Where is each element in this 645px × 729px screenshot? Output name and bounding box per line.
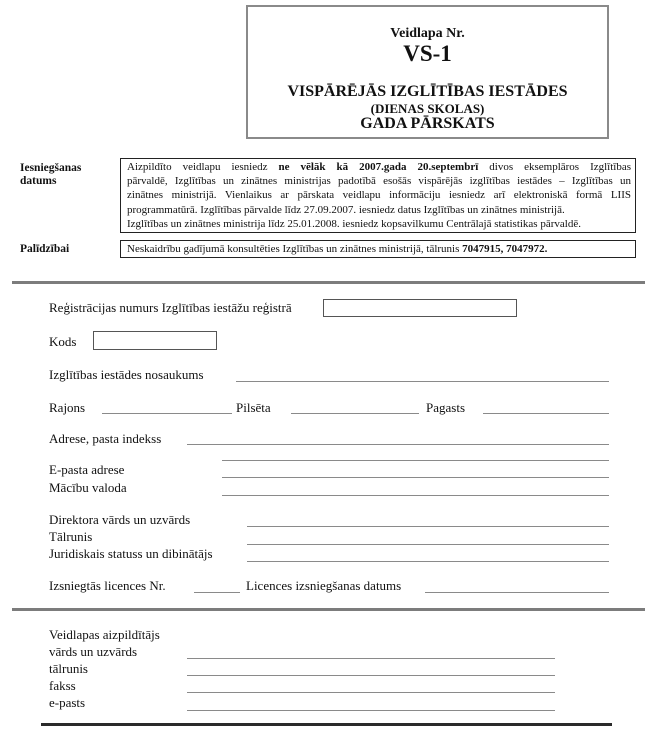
registration-number-input[interactable] <box>323 299 517 317</box>
email-field[interactable] <box>222 477 609 478</box>
submission-info-box <box>120 158 636 233</box>
help-phones: 7047915, 7047972. <box>462 243 548 255</box>
license-number-label: Izsniegtās licences Nr. <box>49 578 166 593</box>
city-label: Pilsēta <box>236 400 271 415</box>
section-divider-top <box>12 281 645 284</box>
help-text: Neskaidrību gadījumā konsultēties Izglītības un zinātnes ministrijā, tālrunis <box>127 243 460 255</box>
form-title-box <box>246 5 609 139</box>
license-number-field[interactable] <box>194 592 240 593</box>
address-field[interactable] <box>187 444 609 445</box>
form-title-line1: VISPĀRĒJĀS IZGLĪTĪBAS IESTĀDES <box>287 83 568 100</box>
filler-label: Veidlapas aizpildītājs <box>49 627 160 642</box>
email-label: E-pasta adrese <box>49 462 125 477</box>
director-field[interactable] <box>247 526 609 527</box>
city-field[interactable] <box>291 413 419 414</box>
submission-text-line3: zinātnes ministrijā. Vienlaikus ar pārskata veidlapu informāciju iesniedz arī elektroniskā formā LIIS <box>127 189 631 202</box>
language-label: Mācību valoda <box>49 480 127 495</box>
submission-text-line1: Aizpildīto veidlapu iesniedz ne vēlāk kā 2007.gada 20.septembrī divos eksemplāros Izglītības <box>127 161 632 173</box>
form-title-line3: GADA PĀRSKATS <box>360 115 495 132</box>
code-label: Kods <box>49 334 77 349</box>
filler-name-label: vārds un uzvārds <box>49 644 138 659</box>
help-info-box <box>120 240 636 258</box>
form-title-line2: (DIENAS SKOLAS) <box>370 101 485 116</box>
submission-date-label: Iesniegšanas datums <box>20 162 82 187</box>
phone-label: Tālrunis <box>49 529 93 544</box>
parish-field[interactable] <box>483 413 609 414</box>
deadline-text: ne vēlāk kā 2007.gada 20.septembrī <box>278 161 479 173</box>
form-number-label: Veidlapa Nr. <box>390 26 465 41</box>
form-code: VS-1 <box>403 41 452 66</box>
institution-name-label: Izglītības iestādes nosaukums <box>49 367 204 382</box>
submission-text-line4: programmatūrā. Izglītības pārvalde līdz 27.09.2007. iesniedz datus Izglītības un zinātnes ministrijā. <box>127 203 565 216</box>
submission-text-line2: pārvaldē, Izglītības un zinātnes ministrijas padotībā esošās vispārējās izglītības iestādes – Izglītības un <box>127 175 631 188</box>
filler-phone-label: tālrunis <box>49 661 88 676</box>
code-input[interactable] <box>93 331 217 350</box>
filler-email-label: e-pasts <box>49 695 86 710</box>
address-field-line2[interactable] <box>222 460 609 461</box>
director-label: Direktora vārds un uzvārds <box>49 512 191 527</box>
license-date-label: Licences izsniegšanas datums <box>246 578 402 593</box>
submission-text-line5: Izglītības un zinātnes ministrija līdz 25.01.2008. iesniedz kopsavilkumu Centrālajā statistikas pārvaldē. <box>127 217 581 230</box>
filler-name-field[interactable] <box>187 658 555 659</box>
filler-phone-field[interactable] <box>187 675 555 676</box>
parish-label: Pagasts <box>426 400 465 415</box>
legal-status-field[interactable] <box>247 561 609 562</box>
filler-email-field[interactable] <box>187 710 555 711</box>
phone-field[interactable] <box>247 544 609 545</box>
help-label: Palīdzībai <box>20 243 70 255</box>
district-label: Rajons <box>49 400 86 415</box>
section-divider-middle <box>12 608 645 611</box>
legal-status-label: Juridiskais statuss un dibinātājs <box>49 546 213 561</box>
filler-fax-label: fakss <box>49 678 76 693</box>
registration-number-label: Reģistrācijas numurs Izglītības iestāžu reģistrā <box>49 300 292 315</box>
license-date-field[interactable] <box>425 592 609 593</box>
section-divider-bottom <box>41 723 612 726</box>
address-label: Adrese, pasta indekss <box>49 431 162 446</box>
filler-fax-field[interactable] <box>187 692 555 693</box>
district-field[interactable] <box>102 413 232 414</box>
language-field[interactable] <box>222 495 609 496</box>
institution-name-field[interactable] <box>236 381 609 382</box>
